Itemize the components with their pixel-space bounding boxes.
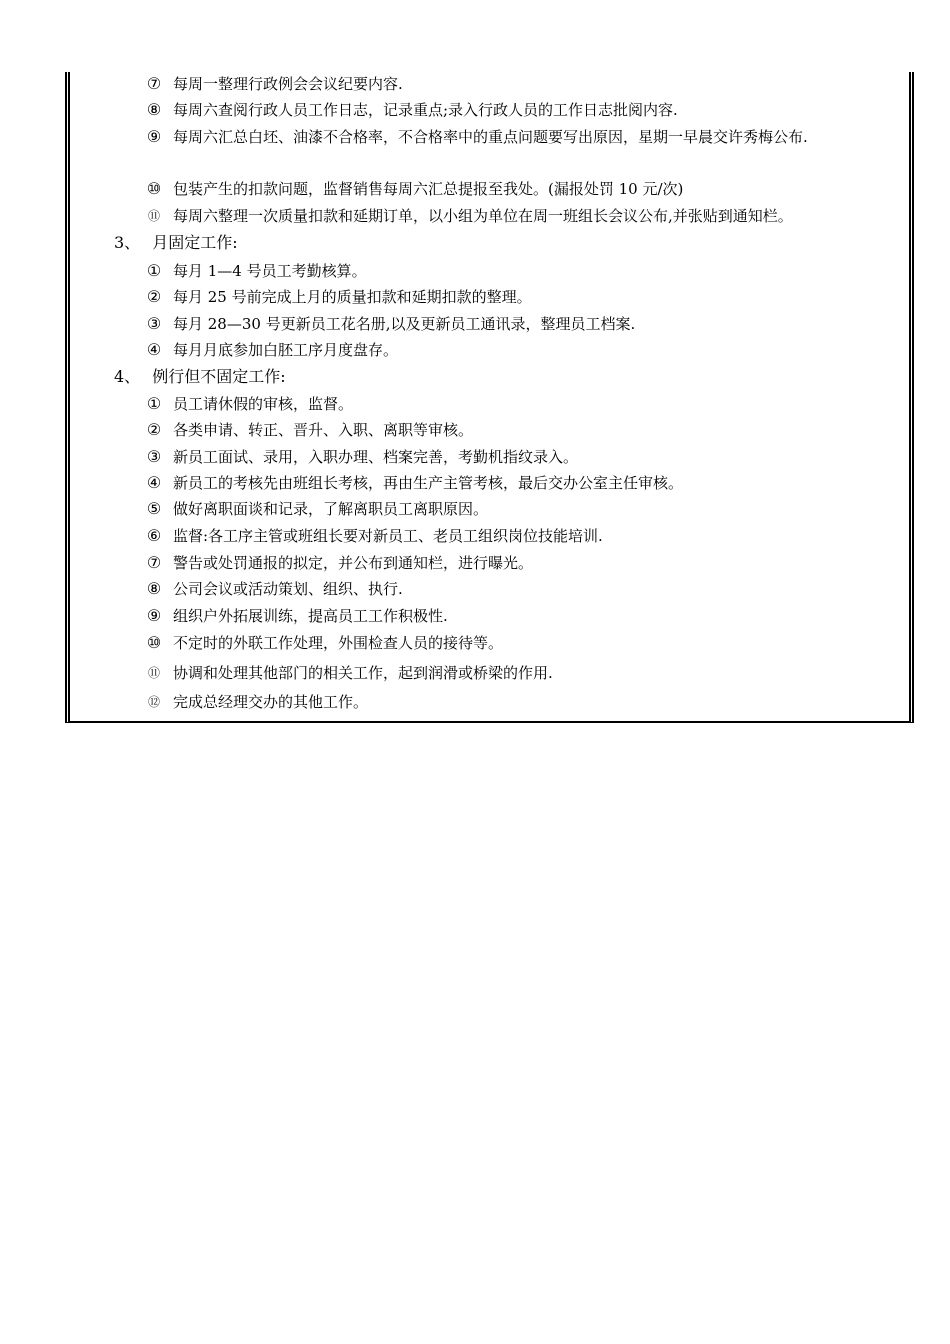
item-text: 每月 25 号前完成上月的质量扣款和延期扣款的整理。 (173, 288, 532, 306)
item-number: ④ (146, 340, 162, 359)
item-text: 员工请休假的审核，监督。 (173, 395, 354, 413)
item-number: ⑤ (146, 499, 162, 518)
item-text: 协调和处理其他部门的相关工作，起到润滑或桥梁的作用. (173, 664, 553, 682)
item-text: 监督:各工序主管或班组长要对新员工、老员工组织岗位技能培训. (173, 527, 603, 545)
item-text: 不定时的外联工作处理，外围检查人员的接待等。 (173, 634, 504, 652)
item-number: ⑩ (146, 633, 162, 652)
item-text: 公司会议或活动策划、组织、执行. (173, 580, 403, 598)
item-number: ③ (146, 447, 162, 466)
item-number: ① (146, 394, 162, 413)
item-number: ⑥ (146, 526, 162, 545)
section-title: 例行但不固定工作: (152, 367, 286, 386)
item-text: 包装产生的扣款问题，监督销售每周六汇总提报至我处。(漏报处罚 10 元/次) (173, 180, 684, 198)
item-number: ⑪ (147, 209, 160, 223)
item-number: ② (146, 287, 162, 306)
item-text: 每周六整理一次质量扣款和延期订单，以小组为单位在周一班组长会议公布,并张贴到通知栏。 (173, 207, 793, 225)
item-number: ⑦ (146, 74, 162, 93)
item-number: ⑧ (146, 100, 162, 119)
item-number: ⑧ (146, 579, 162, 598)
item-text: 每月 1—4 号员工考勤核算。 (173, 262, 367, 280)
item-number: ⑦ (146, 553, 162, 572)
item-text: 每月月底参加白胚工序月度盘存。 (173, 341, 399, 359)
item-number: ③ (146, 314, 162, 333)
item-text: 每周六汇总白坯、油漆不合格率，不合格率中的重点问题要写出原因，星期一早晨交许秀梅公布. (173, 128, 808, 146)
item-number: ⑩ (146, 179, 162, 198)
item-text: 组织户外拓展训练，提高员工工作积极性. (173, 607, 448, 625)
item-text: 每周一整理行政例会会议纪要内容. (173, 75, 403, 93)
item-number: ④ (146, 473, 162, 492)
item-text: 每月 28—30 号更新员工花名册,以及更新员工通讯录，整理员工档案. (173, 315, 636, 333)
item-text: 做好离职面谈和记录，了解离职员工离职原因。 (173, 500, 489, 518)
section-number: 3、 (114, 233, 141, 252)
item-number: ⑪ (147, 666, 160, 680)
item-text: 每周六查阅行政人员工作日志，记录重点;录入行政人员的工作日志批阅内容. (173, 101, 678, 119)
item-text: 新员工的考核先由班组长考核，再由生产主管考核，最后交办公室主任审核。 (173, 474, 684, 492)
item-number: ① (146, 261, 162, 280)
item-text: 各类申请、转正、晋升、入职、离职等审核。 (173, 421, 474, 439)
section-title: 月固定工作: (152, 233, 238, 252)
item-text: 新员工面试、录用，入职办理、档案完善，考勤机指纹录入。 (173, 448, 579, 466)
document-table-cell (65, 72, 914, 723)
item-text: 完成总经理交办的其他工作。 (173, 693, 369, 711)
section-number: 4、 (114, 367, 141, 386)
item-number: ② (146, 420, 162, 439)
item-number: ⑨ (146, 606, 162, 625)
item-number: ⑨ (146, 127, 162, 146)
item-text: 警告或处罚通报的拟定，并公布到通知栏，进行曝光。 (173, 554, 534, 572)
item-number: ⑫ (147, 695, 160, 709)
